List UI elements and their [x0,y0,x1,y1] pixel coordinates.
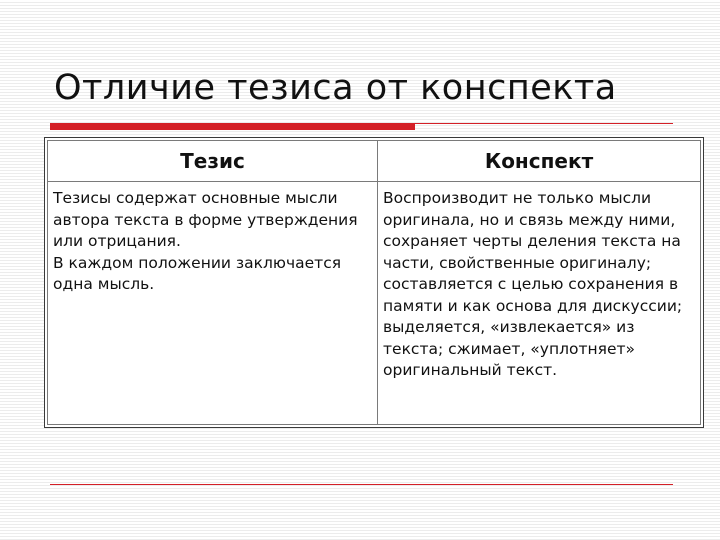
accent-line-top [415,123,673,124]
header-summary: Конспект [378,141,701,182]
header-thesis: Тезис [48,141,378,182]
slide-title: Отличие тезиса от конспекта [54,68,617,108]
accent-line-bottom [50,484,673,485]
thesis-text-1: Тезисы содержат основные мысли автора текста в форме утверждения или отрицания. [53,189,358,250]
summary-cell: Воспроизводит не только мысли оригинала, но и связь между ними, сохраняет черты деления текста на части, свойственные оригиналу; составляется с целью сохранения в памяти и как основа для дискуссии; выделяется, «извлекается» из текста; сжимает, «уплотняет» оригинальный текст. [378,182,701,425]
comparison-table [44,137,704,428]
accent-bar [50,123,415,130]
thesis-cell [48,182,378,425]
thesis-text-2: В каждом положении заключается одна мысль. [53,253,342,293]
